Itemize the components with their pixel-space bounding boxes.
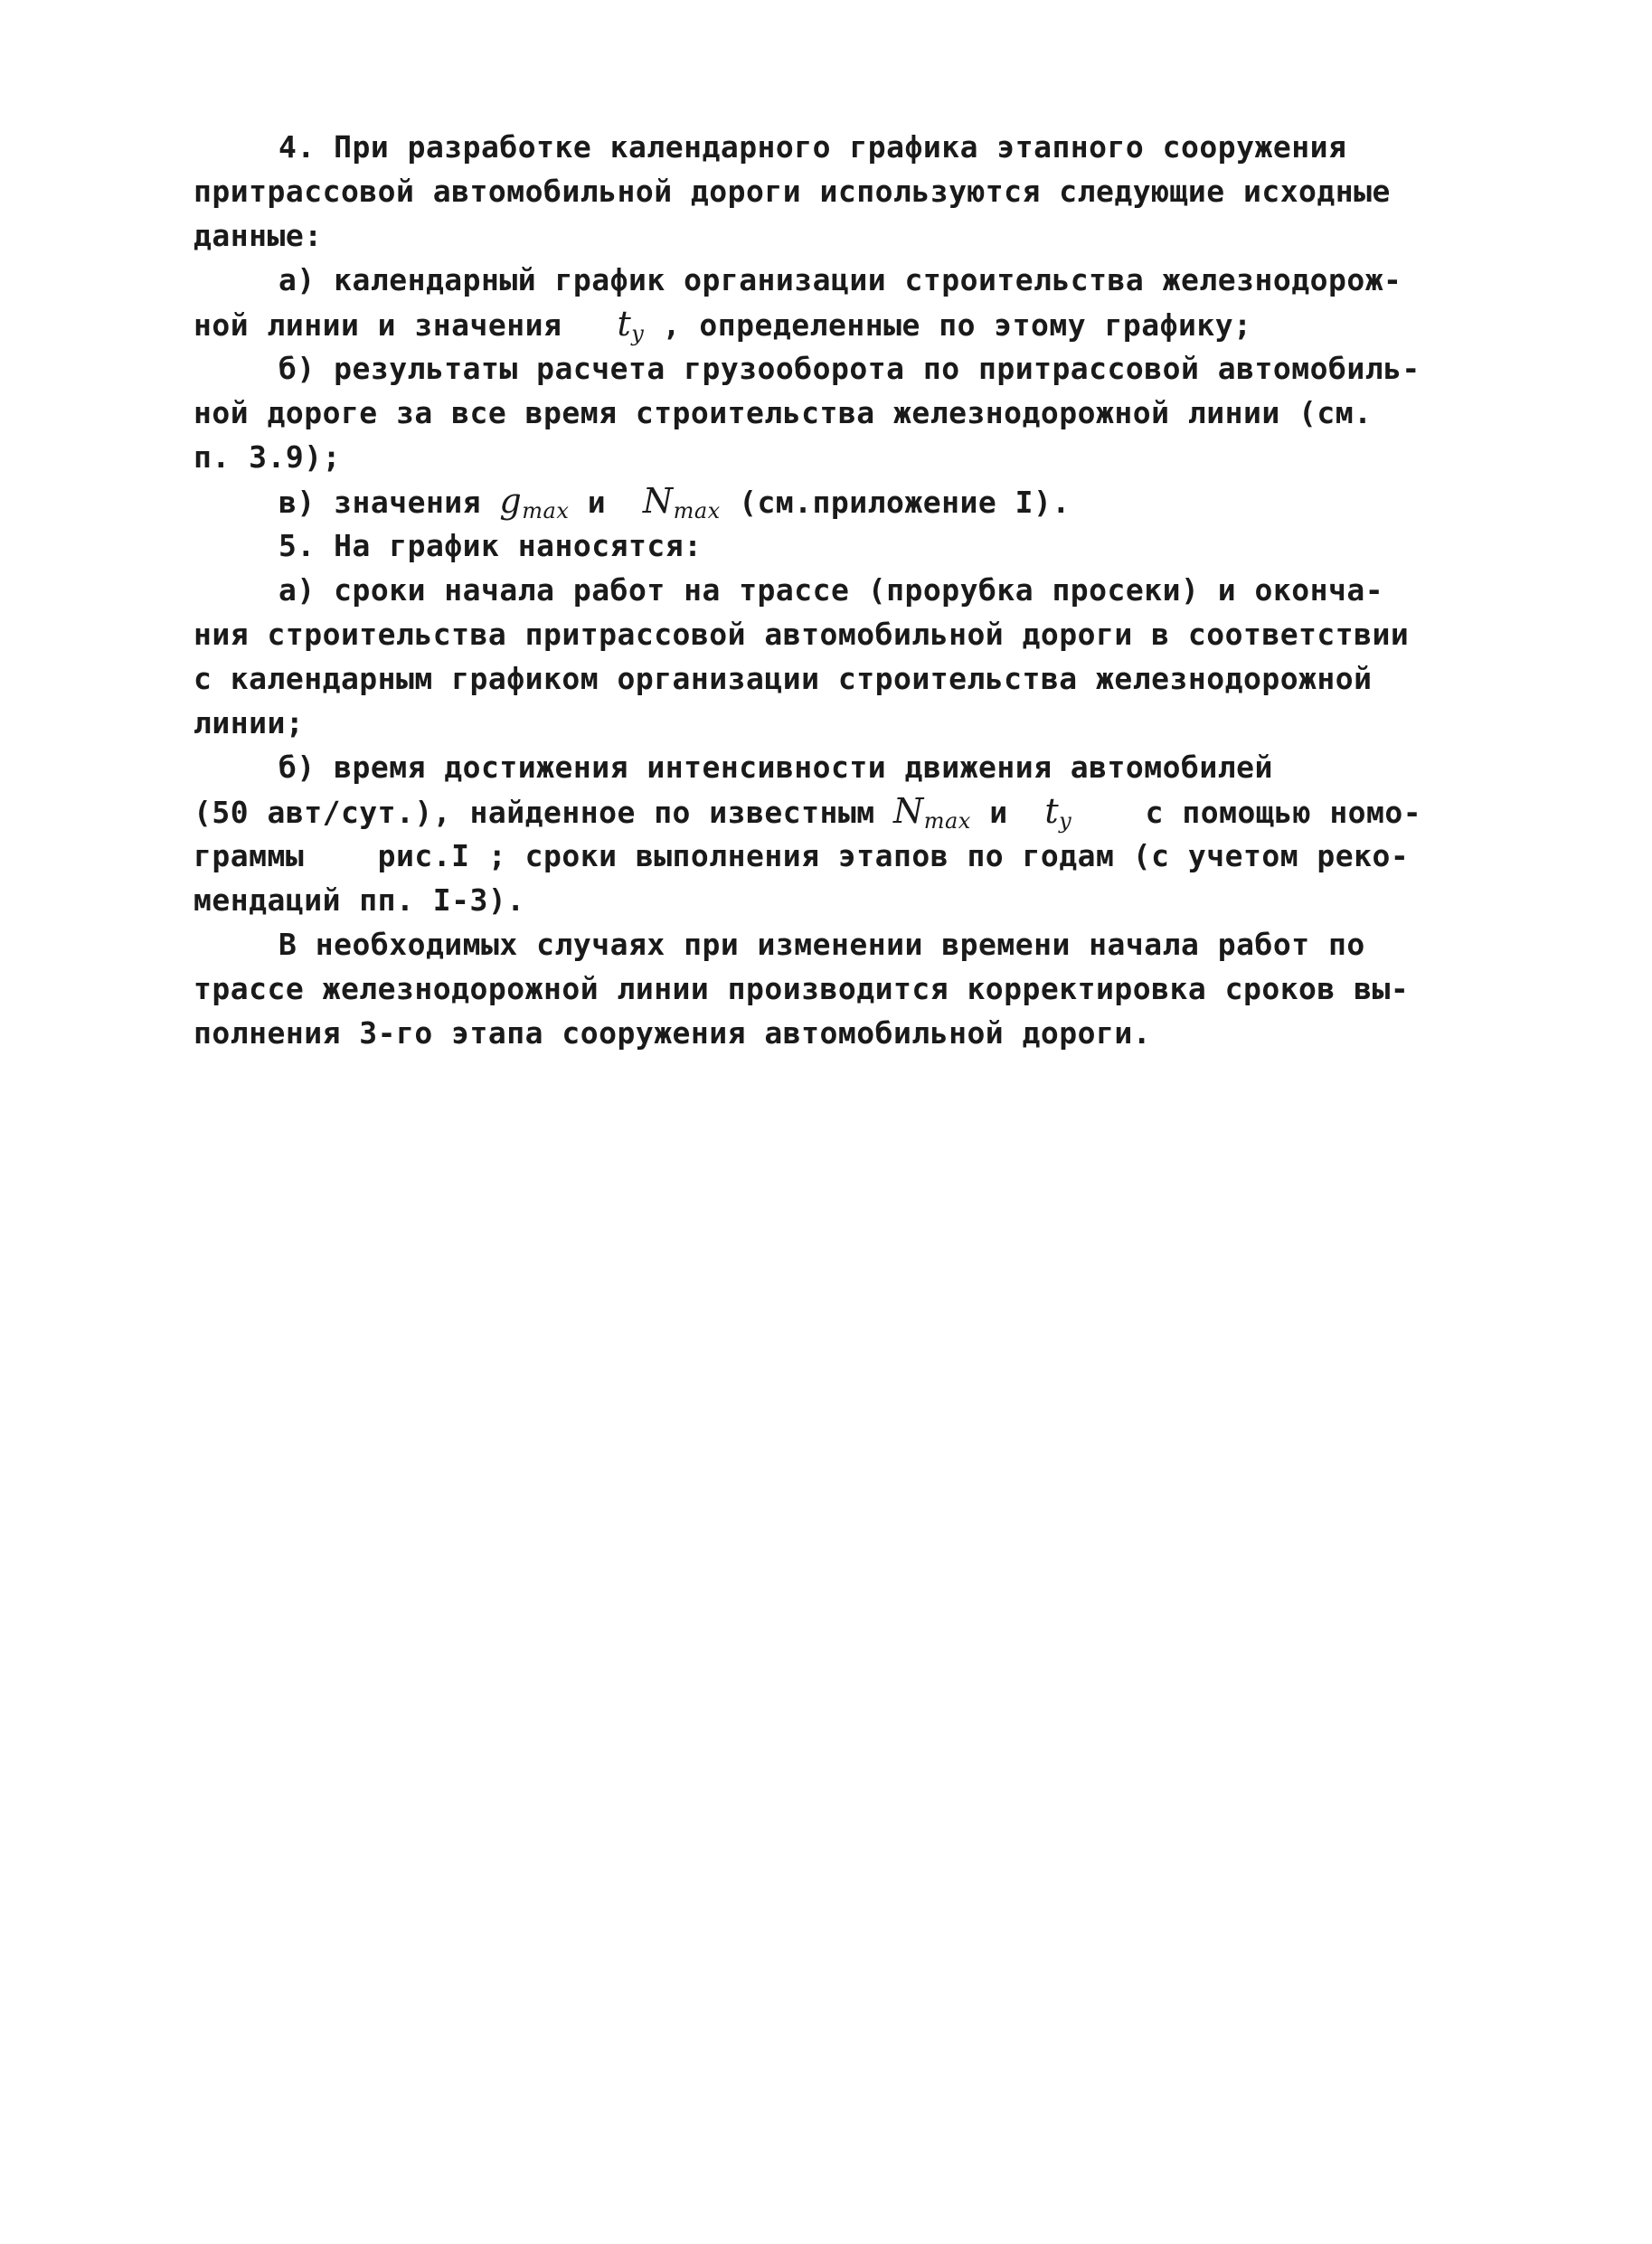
math-symbol-subscript: max: [923, 808, 971, 834]
text-line: [194, 213, 1387, 258]
text-segment: ния строительства притрассовой автомобильной дороги в соответствии: [194, 617, 1410, 652]
text-segment: трассе железнодорожной линии производится корректировка сроков вы-: [194, 971, 1410, 1006]
text-line: [194, 479, 1387, 523]
text-line: [194, 966, 1410, 1011]
math-symbol-main: N: [892, 791, 924, 831]
math-symbol-subscript: y: [1059, 808, 1072, 834]
text-segment: мендаций пп. I-3).: [194, 882, 525, 918]
text-segment: а) сроки начала работ на трассе (прорубка просеки) и оконча-: [278, 572, 1384, 608]
text-line: [194, 435, 1387, 479]
math-symbol-subscript: max: [522, 498, 570, 523]
text-segment: (см.приложение I).: [720, 485, 1071, 520]
text-segment: с помощью номо-: [1071, 795, 1422, 830]
text-segment: б) результаты расчета грузооборота по притрассовой автомобиль-: [278, 351, 1421, 386]
text-line: [194, 656, 1387, 701]
math-symbol-subscript: y: [631, 321, 645, 346]
text-segment: с календарным графиком организации строительства железнодорожной: [194, 661, 1373, 696]
text-segment: и: [970, 795, 1045, 830]
text-segment: 4. При разработке календарного графика этапного сооружения: [278, 129, 1347, 165]
text-line: [194, 1011, 1387, 1055]
text-line: [194, 922, 1387, 966]
math-symbol: [617, 304, 645, 346]
text-line: [194, 125, 1387, 169]
text-line: [194, 745, 1387, 789]
text-line: [194, 789, 1422, 834]
text-segment: а) календарный график организации строительства железнодорож-: [278, 262, 1402, 297]
document-text: [194, 125, 1422, 1055]
math-symbol-main: t: [1044, 791, 1060, 831]
text-line: [194, 302, 1387, 346]
text-line: [194, 612, 1410, 656]
text-line: [194, 391, 1387, 435]
text-segment: и: [569, 485, 643, 520]
text-line: [194, 834, 1410, 878]
text-segment: , определенные по этому графику;: [644, 307, 1252, 343]
math-symbol-main: t: [617, 304, 632, 344]
text-segment: линии;: [194, 705, 305, 740]
text-line: [194, 701, 1387, 745]
text-segment: граммы рис.I ; сроки выполнения этапов по годам (с учетом реко-: [194, 838, 1410, 873]
text-segment: В необходимых случаях при изменении времени начала работ по: [278, 927, 1365, 962]
text-segment: ной линии и значения: [194, 307, 618, 343]
text-segment: б) время достижения интенсивности движения автомобилей: [278, 750, 1273, 785]
text-line: [194, 346, 1421, 391]
text-segment: ной дороге за все время строительства железнодорожной линии (см.: [194, 395, 1373, 430]
text-segment: притрассовой автомобильной дороги используются следующие исходные: [194, 174, 1391, 209]
math-symbol: [1044, 791, 1072, 834]
math-symbol-main: N: [642, 481, 674, 521]
text-segment: в) значения: [278, 485, 500, 520]
text-line: [194, 523, 1387, 568]
math-symbol: [499, 481, 570, 523]
text-segment: полнения 3-го этапа сооружения автомобильной дороги.: [194, 1015, 1152, 1051]
math-symbol-subscript: max: [673, 498, 721, 523]
math-symbol: [892, 791, 971, 834]
text-line: [194, 568, 1387, 612]
math-symbol: [642, 481, 721, 523]
text-segment: данные:: [194, 218, 323, 253]
text-line: [194, 878, 1387, 922]
text-segment: п. 3.9);: [194, 439, 341, 475]
text-line: [194, 169, 1391, 213]
math-symbol-main: g: [499, 481, 523, 521]
text-segment: (50 авт/сут.), найденное по известным: [194, 795, 893, 830]
text-segment: 5. На график наносятся:: [278, 528, 703, 563]
text-line: [194, 258, 1402, 302]
